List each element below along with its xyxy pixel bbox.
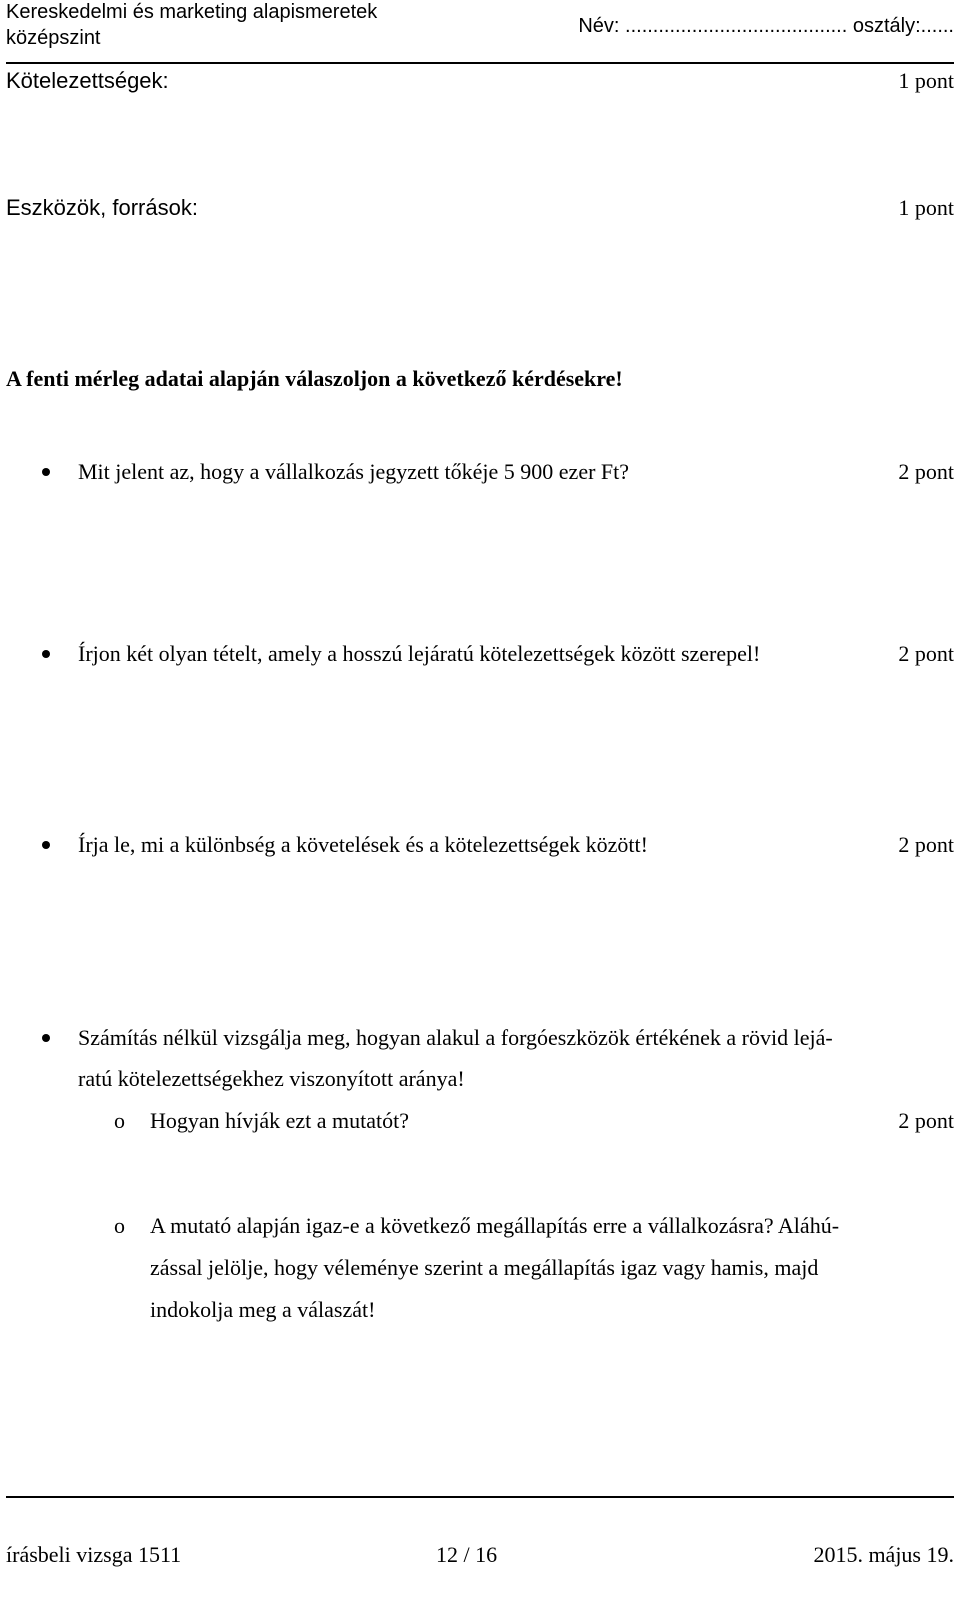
subquestion-b-line3: indokolja meg a válaszát! xyxy=(150,1297,376,1322)
assets-points: 1 pont xyxy=(898,195,954,220)
sub-marker: o xyxy=(114,1213,125,1238)
bullet-icon xyxy=(42,1034,50,1042)
header-rule xyxy=(6,62,954,64)
subject-title: Kereskedelmi és marketing alapismeretek xyxy=(6,1,378,23)
bullet-icon xyxy=(42,841,50,849)
question-4-text-line1: Számítás nélkül vizsgálja meg, hogyan alakul a forgóeszközök értékének a rövid lejá- xyxy=(78,1025,833,1050)
assets-label: Eszközök, források: xyxy=(6,195,198,220)
question-1-points: 2 pont xyxy=(898,459,954,484)
footer-date: 2015. május 19. xyxy=(813,1542,954,1567)
question-2-text: Írjon két olyan tételt, amely a hosszú lejáratú kötelezettségek között szerepel! xyxy=(78,641,761,666)
subquestion-b-line2: zással jelölje, hogy véleménye szerint a megállapítás igaz vagy hamis, majd xyxy=(150,1255,819,1280)
bullet-icon xyxy=(42,650,50,658)
liabilities-label: Kötelezettségek: xyxy=(6,68,169,93)
sub-marker: o xyxy=(114,1108,125,1133)
subquestion-b-line1: A mutató alapján igaz-e a következő megállapítás erre a vállalkozásra? Aláhú- xyxy=(150,1213,840,1238)
page-number: 12 / 16 xyxy=(436,1542,498,1567)
subquestion-a-text: Hogyan hívják ezt a mutatót? xyxy=(150,1108,410,1133)
subquestion-a-points: 2 pont xyxy=(898,1108,954,1133)
question-3-points: 2 pont xyxy=(898,832,954,857)
question-2-points: 2 pont xyxy=(898,641,954,666)
footer-exam-code: írásbeli vizsga 1511 xyxy=(6,1542,182,1567)
bullet-icon xyxy=(42,468,50,476)
footer-rule xyxy=(6,1496,954,1498)
liabilities-points: 1 pont xyxy=(898,68,954,93)
subject-level: középszint xyxy=(6,27,101,49)
instruction-heading: A fenti mérleg adatai alapján válaszoljon a következő kérdésekre! xyxy=(6,366,623,391)
question-3-text: Írja le, mi a különbség a követelések és a kötelezettségek között! xyxy=(78,832,648,857)
question-4-text-line2: ratú kötelezettségekhez viszonyított aránya! xyxy=(78,1066,465,1091)
question-1-text: Mit jelent az, hogy a vállalkozás jegyzett tőkéje 5 900 ezer Ft? xyxy=(78,459,630,484)
name-class-field: Név: ........................................ osztály:...... xyxy=(578,15,954,37)
